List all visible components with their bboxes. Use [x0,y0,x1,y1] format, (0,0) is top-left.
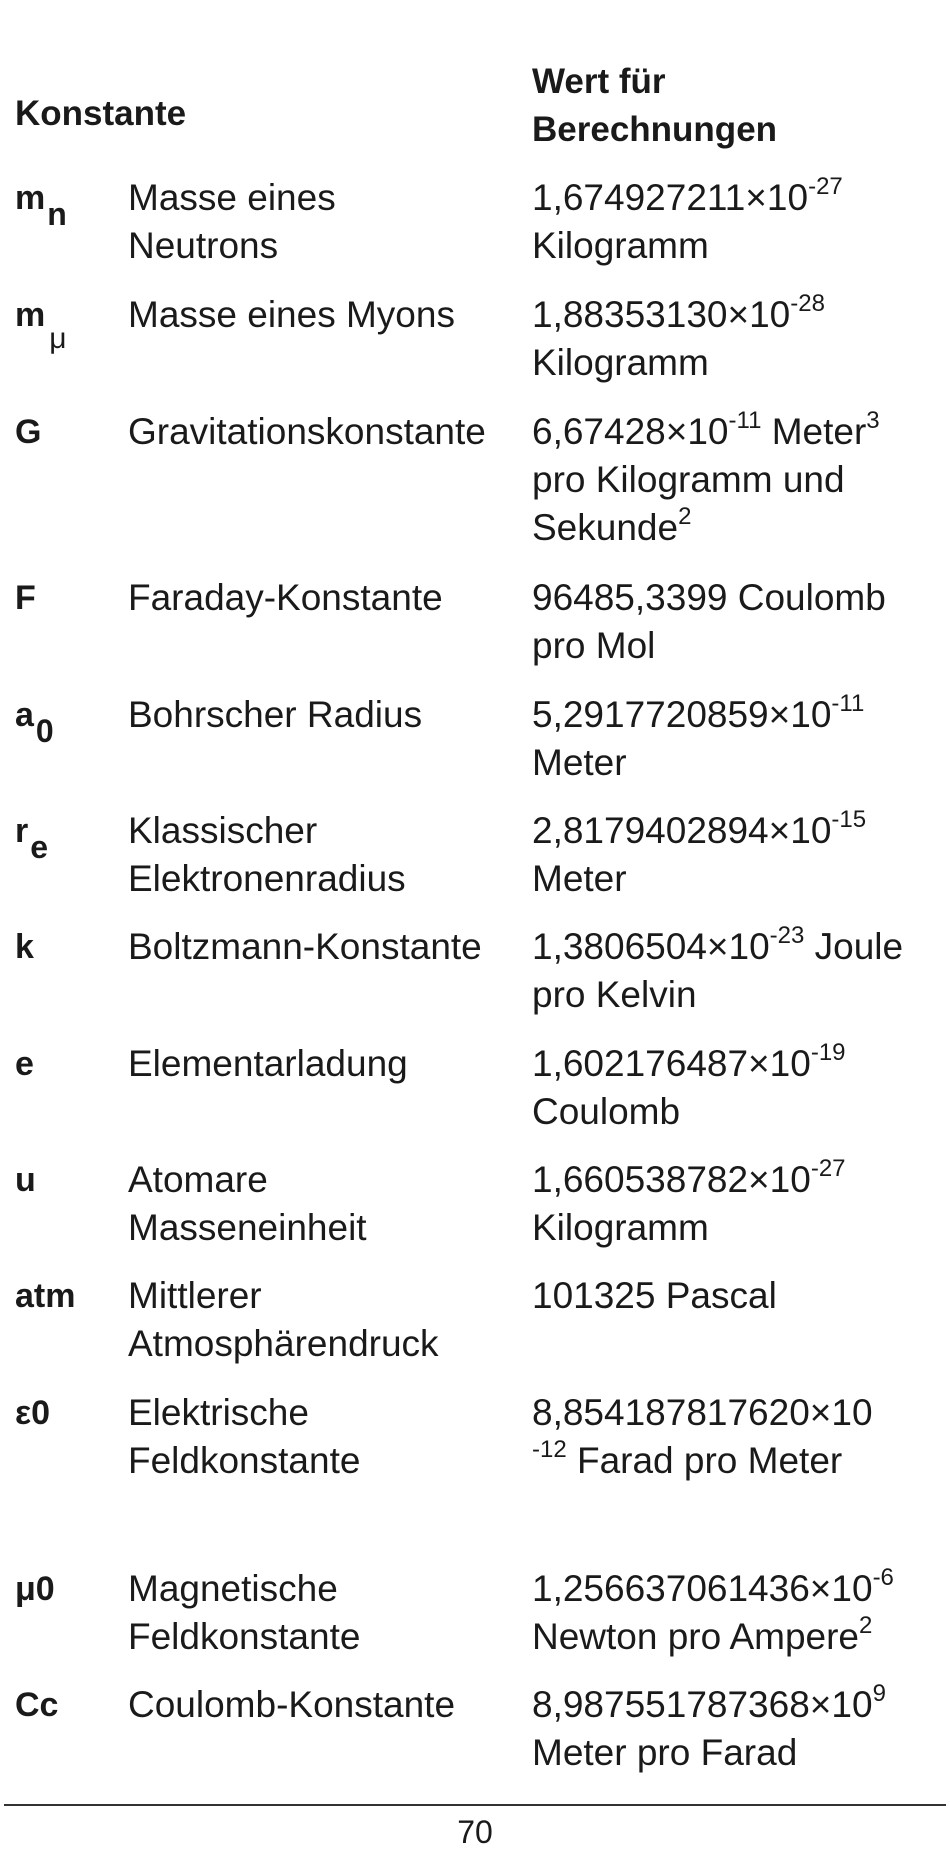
page-number: 70 [457,1814,493,1850]
header-value [532,58,950,154]
constant-value: $6,67428\times 10^{-11}$ Meter$^3$ pro Kilogramm und Sekunde$^2$ [532,407,880,548]
constant-value: $1,88353130\times 10^{-28}$ Kilogramm [532,290,825,383]
constant-symbol: ε0 [15,1394,51,1432]
constant-name: Magnetische Feldkonstante [128,1568,361,1657]
constant-name: Mittlerer Atmosphärendruck [128,1275,439,1364]
constant-symbol: Cc [15,1686,59,1724]
header-value-line2: Berechnungen [532,110,778,149]
constant-value: $1,256637061436\times 10^{-6}$ Newton pro Ampere$^2$ [532,1564,894,1657]
constant-symbol: k [15,928,34,966]
header-value-line1: Wert für [532,62,666,101]
constant-value: 96485,3399 Coulomb pro Mol [532,577,886,666]
constant-value: $1,674927211\times 10^{-27}$ Kilogramm [532,173,843,266]
constant-symbol: G [15,413,42,451]
constant-symbol: mμ [15,296,67,355]
constant-name: Elektrische Feldkonstante [128,1392,361,1481]
constant-name: Atomare Masseneinheit [128,1159,367,1248]
constant-name: Coulomb-Konstante [128,1684,456,1725]
constant-symbol: F [15,579,36,617]
constant-symbol: atm [15,1277,76,1315]
constant-name: Masse eines Neutrons [128,177,336,266]
constant-value: $1,602176487\times 10^{-19}$ Coulomb [532,1039,846,1132]
header-konstante: Konstante [15,94,187,133]
constant-symbol: e [15,1045,34,1083]
footer-divider [4,1804,946,1806]
constant-name: Masse eines Myons [128,294,455,335]
constant-value: $2,8179402894\times 10^{-15}$ Meter [532,806,867,899]
constant-symbol: a0 [15,696,54,749]
constant-value: $5,2917720859\times 10^{-11}$ Meter [532,690,865,783]
constant-value: $1,660538782\times 10^{-27}$ Kilogramm [532,1155,846,1248]
constant-name: Bohrscher Radius [128,694,423,735]
constant-symbol: u [15,1161,36,1199]
constant-name: Faraday-Konstante [128,577,443,618]
constant-symbol: μ0 [15,1570,55,1608]
constant-value: 8,854187817620×10 $^{-12}$ Farad pro Meter [532,1392,873,1481]
constant-symbol: re [15,812,49,865]
constant-value: $8,987551787368\times 10^9$ Meter pro Farad [532,1680,886,1773]
constant-name: Boltzmann-Konstante [128,926,482,967]
constant-name: Elementarladung [128,1043,408,1084]
constant-name: Gravitationskonstante [128,411,486,452]
constant-value: 101325 Pascal [532,1275,777,1316]
constant-name: Klassischer Elektronenradius [128,810,406,899]
constant-value: $1,3806504\times 10^{-23}$ Joule pro Kelvin [532,922,904,1015]
constant-symbol: mn [15,179,67,232]
